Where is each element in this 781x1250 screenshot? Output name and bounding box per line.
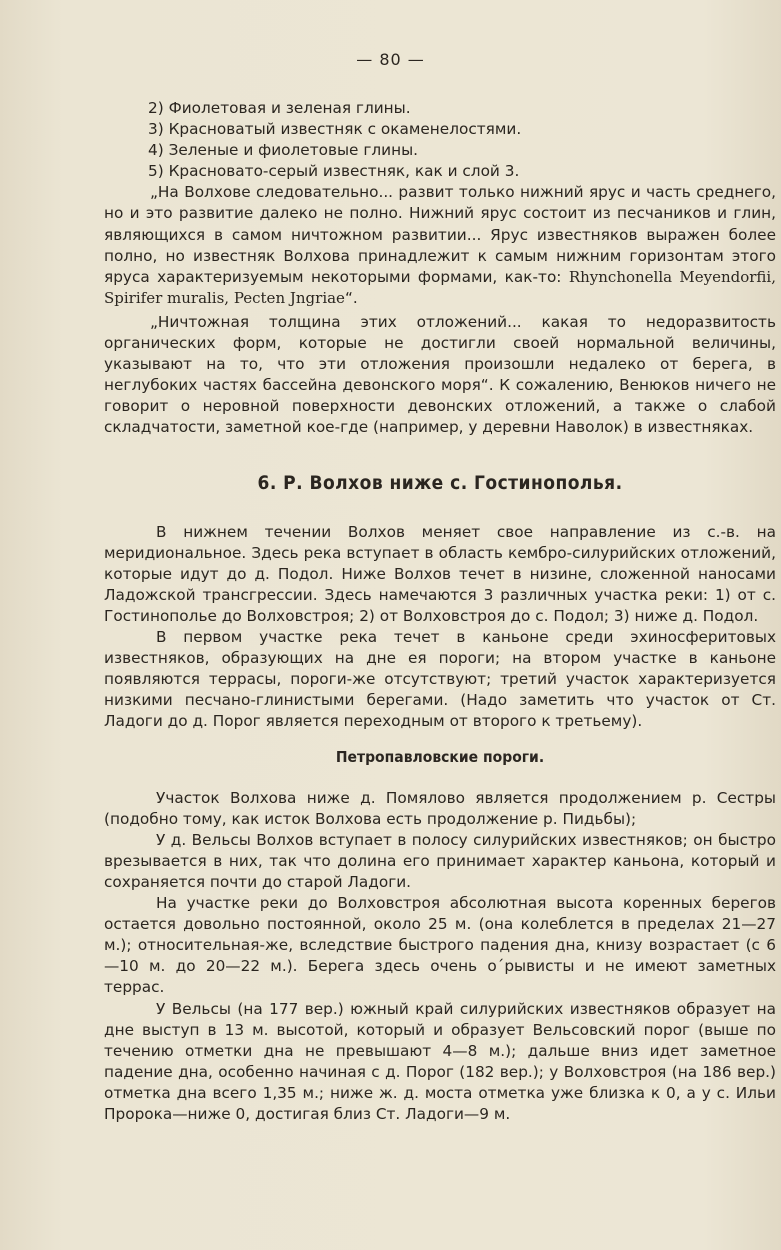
- quote-paragraph: [104, 182, 776, 309]
- paragraph: У д. Вельсы Волхов вступает в полосу силурийских известняков; он быстро врезывается в них, так что долина его принимает характер каньона, который и сохраняется почти до старой Ладоги.: [104, 830, 776, 891]
- paragraph: У Вельсы (на 177 вер.) южный край силурийских известняков образует на дне выступ в 13 м. высотой, который и образует Вельсовский порог (выше по течению отметки дна не превышают 4—8 м.); дальше вниз идет заметное падение дна, особенно начиная с д. Порог (182 вер.); у Волховстроя (на 186 вер.) отметка дна всего 1,35 м.; ниже ж. д. моста отметка уже близка к 0, а у с. Ильи Пророка—ниже 0, достигая близ Ст. Ладоги—9 м.: [104, 999, 776, 1124]
- list-item: 5) Красновато-серый известняк, как и слой 3.: [148, 162, 520, 181]
- list-item: 4) Зеленые и фиолетовые глины.: [148, 141, 419, 160]
- paragraph: В первом участке река течет в каньоне среди эхиносферитовых известняков, образующих на дне ея пороги; на втором участке в каньоне появляются террасы, пороги-же отсутствуют; третий участок характеризуется низкими песчано-глинистыми берегами. (Надо заметить что участок от Ст. Ладоги до д. Порог является переходным от второго к третьему).: [104, 628, 776, 731]
- subsection-heading: Петропавловские пороги.: [335, 747, 545, 766]
- species-names: Rhynchonella Meyendorfii, Spirifer muralis, Pecten Jngriae: [104, 267, 776, 307]
- paragraph: На участке реки до Волховстроя абсолютная высота коренных берегов остается довольно постоянной, около 25 м. (она колеблется в пределах 21—27 м.); относительная-же, вследствие быстрого падения дна, книзу возрастает (с 6—10 м. до 20—22 м.). Берега здесь очень о´рывисты и не имеют заметных террас.: [104, 894, 776, 997]
- page-number: — 80 —: [356, 50, 425, 69]
- paragraph: В нижнем течении Волхов меняет свое направление из с.-в. на меридиональное. Здесь река вступает в область кембро-силурийских отложений, которые идут до д. Подол. Ниже Волхов течет в низине, сложенной наносами Ладожской трансгрессии. Здесь намечаются 3 различных участка реки: 1) от с. Гостинополье до Волховстроя; 2) от Волховстроя до с. Подол; 3) ниже д. Подол.: [104, 522, 776, 625]
- quote-text: „На Волхове следовательно... развит только нижний ярус и часть среднего, но и это развитие далеко не полно. Нижний ярус состоит из песчаников и глин, являющихся в самом ничтожном развитии... Ярус известняков выражен более полно, но известняк Волхова принадлежит к самым нижним горизонтам этого яруса характеризуемым некоторыми формами, как-то:: [104, 183, 776, 286]
- quote-paragraph: „Ничтожная толщина этих отложений... какая то недоразвитость органических форм, которые не достигли своей нормальной величины, указывают на то, что эти отложения произошли недалеко от берега, в неглубоких частях бассейна девонского моря“. К сожалению, Венюков ничего не говорит о неровной поверхности девонских отложений, а также о слабой складчатости, заметной кое-где (например, у деревни Наволок) в известняках.: [104, 312, 776, 437]
- section-heading: 6. Р. Волхов ниже с. Гостинополья.: [257, 471, 623, 494]
- page-body: [104, 98, 776, 1125]
- paragraph: Участок Волхова ниже д. Помялово является продолжением р. Сестры (подобно тому, как исток Волхова есть продолжение р. Пидьбы);: [104, 788, 776, 828]
- quote-end: “.: [344, 288, 358, 307]
- list-item: 2) Фиолетовая и зеленая глины.: [148, 99, 411, 117]
- list-item: 3) Красноватый известняк с окаменелостями.: [148, 120, 522, 139]
